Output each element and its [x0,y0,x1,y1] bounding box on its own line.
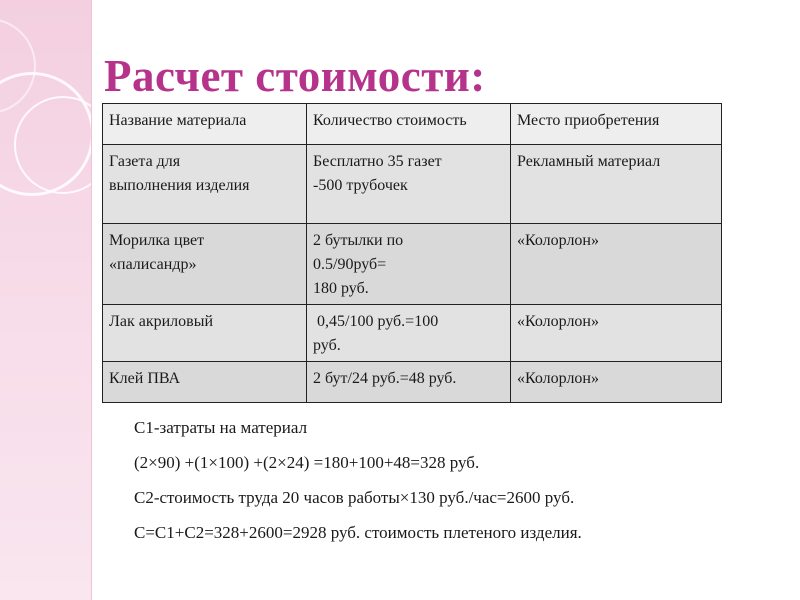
cell-text-line: 0,45/100 руб.=100 [313,313,439,330]
cell-material-name [103,145,307,224]
cell-purchase-place: «Колорлон» [511,362,722,403]
band-edge-line [91,0,92,600]
cell-text-line: 0.5/90руб= [313,256,387,273]
cell-text-line: руб. [313,337,341,354]
slide-title: Расчет стоимости: [104,51,486,101]
cell-text-line: выполнения изделия [109,177,250,194]
cell-quantity-cost [307,145,511,224]
table-row [103,362,722,403]
table-row [103,145,722,224]
cell-text-line: 2 бут/24 руб.=48 руб. [313,370,457,387]
materials-cost-table [102,103,722,403]
cell-purchase-place: «Колорлон» [511,305,722,362]
header-quantity-cost: Количество стоимость [307,104,511,145]
cell-text-line: Лак акриловый [109,313,214,330]
cell-text-line: Морилка цвет [109,232,205,249]
cell-purchase-place: Рекламный материал [511,145,722,224]
decorative-side-band [0,0,92,600]
cell-text-line: 180 руб. [313,280,369,297]
cell-quantity-cost [307,362,511,403]
cost-calculation-block [134,412,582,552]
calc-line-labor-cost: С2-стоимость труда 20 часов работы×130 руб./час=2600 руб. [134,488,575,507]
cell-quantity-cost [307,224,511,305]
cell-purchase-place: «Колорлон» [511,224,722,305]
calc-line-material-costs: С1-затраты на материал [134,418,308,437]
table-row [103,305,722,362]
cell-quantity-cost [307,305,511,362]
cell-text-line: «палисандр» [109,256,197,273]
cell-text-line: 2 бутылки по [313,232,404,249]
cell-text-line: Газета для [109,153,181,170]
table-row [103,224,722,305]
cell-material-name [103,362,307,403]
calc-line-total-cost: С=С1+С2=328+2600=2928 руб. стоимость плетеного изделия. [134,523,582,542]
decorative-circle [14,96,112,194]
header-material-name: Название материала [103,104,307,145]
header-purchase-place: Место приобретения [511,104,722,145]
cell-text-line: Бесплатно 35 газет [313,153,442,170]
cell-text-line: -500 трубочек [313,177,408,194]
calc-line-material-sum: (2×90) +(1×100) +(2×24) =180+100+48=328 руб. [134,453,480,472]
cell-material-name [103,305,307,362]
cell-text-line: Клей ПВА [109,370,181,387]
cell-material-name [103,224,307,305]
table-header-row [103,104,722,145]
